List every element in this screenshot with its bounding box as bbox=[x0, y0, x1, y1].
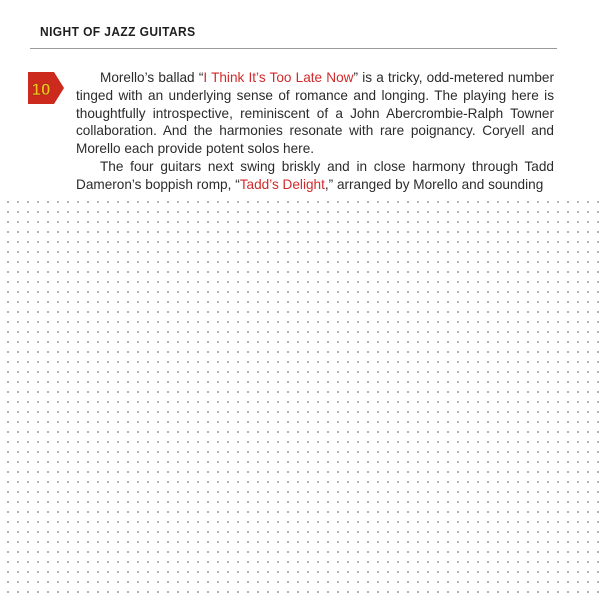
song-title-tadds-delight: Tadd’s Delight bbox=[239, 176, 325, 192]
paragraph-2-rest: ,” arranged by Morello and sounding bbox=[324, 176, 544, 192]
paragraph-1 bbox=[76, 69, 554, 158]
dotted-overlay bbox=[0, 194, 600, 600]
track-number-badge bbox=[28, 72, 64, 104]
paragraph-2 bbox=[76, 158, 554, 194]
header-rule bbox=[30, 48, 557, 49]
paragraph-1-lead: Morello’s ballad bbox=[100, 70, 199, 85]
track-number: 10 bbox=[31, 80, 51, 99]
quote-open-1: “ bbox=[198, 70, 204, 85]
song-title-i-think-its-too-late-now: I Think It’s Too Late Now bbox=[203, 70, 354, 85]
liner-notes-text bbox=[76, 69, 554, 194]
paragraph-2-lead: The four guitars next swing briskly and in close harmony through Tadd Dameron’s boppish romp, bbox=[76, 158, 554, 192]
quote-open-2: “ bbox=[235, 176, 240, 192]
page-header: NIGHT OF JAZZ GUITARS bbox=[40, 24, 196, 40]
paragraph-1-rest: ” is a tricky, odd-metered number tinged with an underlying sense of romance and longing. The playing here is thoughtfully introspective, reminiscent of a John Abercrombie-Ralph Towner collaboration. And the harmonies resonate with rare poignancy. Coryell and Morello each provide potent solos here. bbox=[76, 70, 555, 157]
